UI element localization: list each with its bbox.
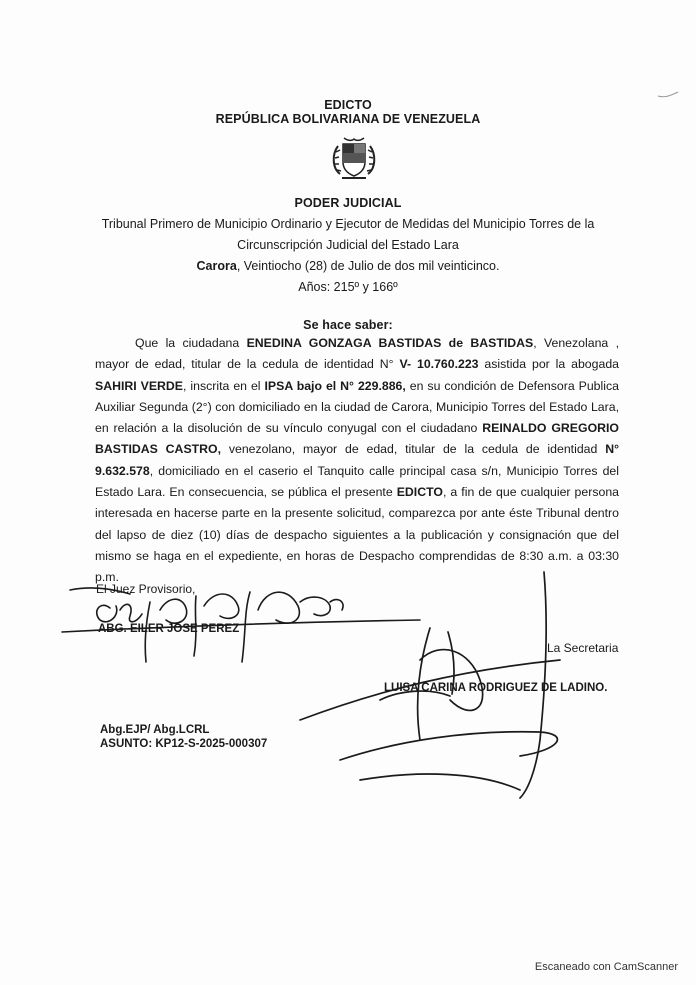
secretary-name: LUISA CARINA RODRIGUEZ DE LADINO. bbox=[384, 682, 608, 694]
date-text: , Veintiocho (28) de Julio de dos mil veinticinco. bbox=[236, 259, 500, 273]
coat-of-arms-icon bbox=[326, 134, 382, 184]
poder-judicial-title: PODER JUDICIAL bbox=[294, 196, 402, 210]
spouse-name: REINALDO GREGORIO BASTIDAS CASTRO, bbox=[95, 421, 619, 457]
applicant-id: V- 10.760.223 bbox=[399, 357, 479, 372]
judge-title: El Juez Provisorio, bbox=[96, 582, 196, 596]
notice-text: asistida por la abogada bbox=[478, 357, 619, 372]
notice-text: Que la ciudadana bbox=[135, 336, 247, 350]
edicto-title: EDICTO bbox=[324, 98, 372, 112]
applicant-name: ENEDINA GONZAGA BASTIDAS de BASTIDAS bbox=[246, 336, 534, 350]
secretary-title: La Secretaria bbox=[547, 641, 619, 655]
date-line bbox=[0, 259, 696, 273]
notice-text: , Venezolana , mayor de edad, titular de la cedula de identidad N° bbox=[95, 336, 619, 372]
notice-text: , inscrita en el bbox=[183, 378, 265, 393]
scanner-watermark: Escaneado con CamScanner bbox=[534, 961, 678, 973]
notice-text: , a fin de que cualquier persona interesada en hacerse parte en la presente solicitud, comparezca por ante éste Tribunal dentro del lapso de diez (10) días de despacho siguientes a la publicación y consignación que del mismo se haga en el expediente, en horas de Despacho comprendidas de 8:30 a.m. a 03:30 p.m. bbox=[95, 485, 619, 585]
reference-initials: Abg.EJP/ Abg.LCRL bbox=[100, 724, 210, 736]
ipsa-number: IPSA bajo el N° 229.886, bbox=[264, 378, 406, 393]
spouse-id: N° 9.632.578 bbox=[95, 442, 619, 478]
notice-heading: Se hace saber: bbox=[303, 318, 393, 332]
judge-name: ABG. EILER JOSE PEREZ bbox=[98, 623, 240, 635]
asunto-reference: ASUNTO: KP12-S-2025-000307 bbox=[100, 738, 268, 750]
republica-title: REPÚBLICA BOLIVARIANA DE VENEZUELA bbox=[215, 112, 481, 126]
notice-body bbox=[95, 333, 619, 589]
notice-text: venezolano, mayor de edad, titular de la cedula de identidad bbox=[221, 442, 606, 457]
notice-text: , domiciliado en el caserio el Tanquito calle principal casa s/n, Municipio Torres del Estado Lara. En consecuencia, se pública el presente bbox=[95, 463, 619, 500]
tribunal-line-1: Tribunal Primero de Municipio Ordinario y Ejecutor de Medidas del Municipio Torres de la bbox=[101, 217, 595, 231]
years-line: Años: 215º y 166º bbox=[298, 280, 398, 294]
ink-mark bbox=[658, 92, 678, 97]
notice-text: en su condición de Defensora Publica Auxiliar Segunda (2°) con domiciliado en la ciudad de Carora, Municipio Torres del Estado Lara, en relación a la disolución de su vínculo conyugal con el ciudadano bbox=[95, 378, 619, 436]
place-name: Carora bbox=[196, 259, 237, 273]
edicto-word: EDICTO bbox=[396, 485, 443, 500]
tribunal-line-2: Circunscripción Judicial del Estado Lara bbox=[237, 238, 459, 252]
lawyer-name: SAHIRI VERDE bbox=[95, 378, 184, 393]
